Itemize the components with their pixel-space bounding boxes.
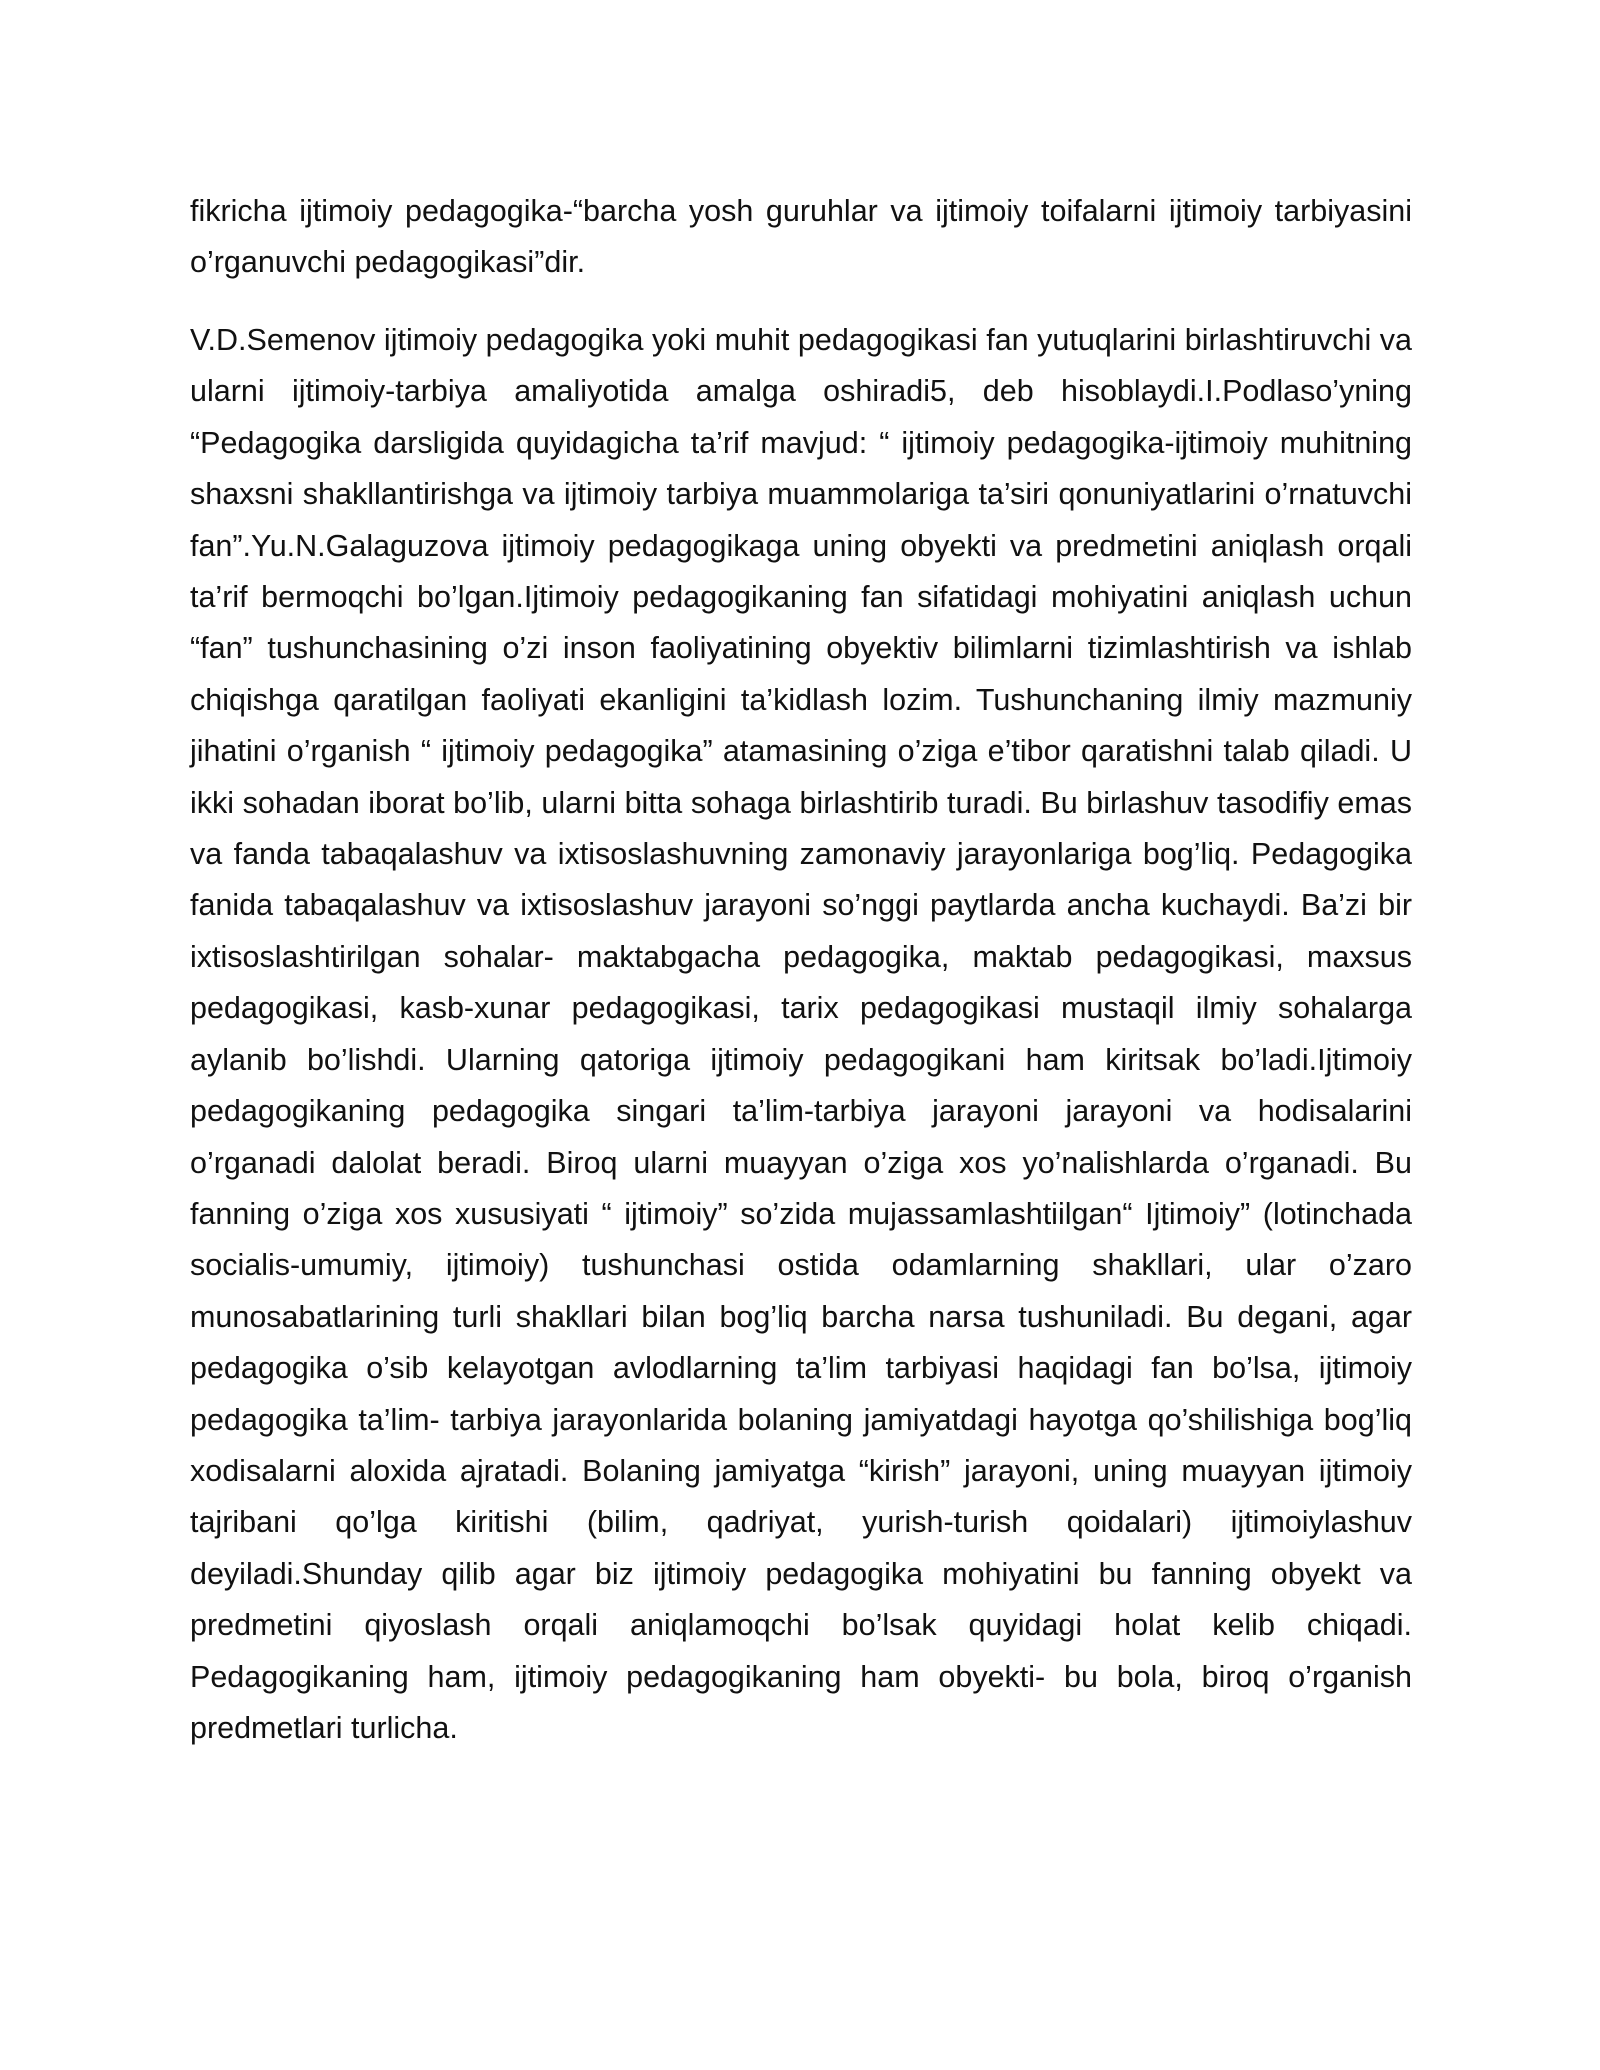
paragraph-1-text: fikricha ijtimoiy pedagogika-“barcha yosh guruhlar va ijtimoiy toifalarni ijtimoiy tarbiyasini o’rganuvchi pedagogikasi”dir.	[190, 194, 1412, 280]
paragraph-2	[190, 315, 1412, 1754]
paragraph-1	[190, 186, 1412, 289]
paragraph-2-text: V.D.Semenov ijtimoiy pedagogika yoki muhit pedagogikasi fan yutuqlarini birlashtiruvchi va ularni ijtimoiy-tarbiya amaliyotida amalga oshiradi5, deb hisoblaydi.I.Podlaso’yning “Pedagogika darsligida quyidagicha ta’rif mavjud: “ ijtimoiy pedagogika-ijtimoiy muhitning shaxsni shakllantirishga va ijtimoiy tarbiya muammolariga ta’siri qonuniyatlarini o’rnatuvchi fan”.Yu.N.Galaguzova ijtimoiy pedagogikaga uning obyekti va predmetini aniqlash orqali ta’rif bermoqchi bo’lgan.Ijtimoiy pedagogikaning fan sifatidagi mohiyatini aniqlash uchun “fan” tushunchasining o’zi inson faoliyatining obyektiv bilimlarni tizimlashtirish va ishlab chiqishga qaratilgan faoliyati ekanligini ta’kidlash lozim. Tushunchaning ilmiy mazmuniy jihatini o’rganish “ ijtimoiy pedagogika” atamasining o’ziga e’tibor qaratishni talab qiladi. U ikki sohadan iborat bo’lib, ularni bitta sohaga birlashtirib turadi. Bu birlashuv tasodifiy emas va fanda tabaqalashuv va ixtisoslashuvning zamonaviy jarayonlariga bog’liq. Pedagogika fanida tabaqalashuv va ixtisoslashuv jarayoni so’nggi paytlarda ancha kuchaydi. Ba’zi bir ixtisoslashtirilgan sohalar- maktabgacha pedagogika, maktab pedagogikasi, maxsus pedagogikasi, kasb-xunar pedagogikasi, tarix pedagogikasi mustaqil ilmiy sohalarga aylanib bo’lishdi. Ularning qatoriga ijtimoiy pedagogikani ham kiritsak bo’ladi.Ijtimoiy pedagogikaning pedagogika singari ta’lim-tarbiya jarayoni jarayoni va hodisalarini o’rganadi dalolat beradi. Biroq ularni muayyan o’ziga xos yo’nalishlarda o’rganadi. Bu fanning o’ziga xos xususiyati “ ijtimoiy” so’zida mujassamlashtiilgan“ Ijtimoiy” (lotinchada socialis-umumiy, ijtimoiy) tushunchasi ostida odamlarning shakllari, ular o’zaro munosabatlarining turli shakllari bilan bog’liq barcha narsa tushuniladi. Bu degani, agar pedagogika o’sib kelayotgan avlodlarning ta’lim tarbiyasi haqidagi fan bo’lsa, ijtimoiy pedagogika ta’lim- tarbiya jarayonlarida bolaning jamiyatdagi hayotga qo’shilishiga bog’liq xodisalarni aloxida ajratadi. Bolaning jamiyatga “kirish” jarayoni, uning muayyan ijtimoiy tajribani qo’lga kiritishi (bilim, qadriyat, yurish-turish qoidalari) ijtimoiylashuv deyiladi.Shunday qilib agar biz ijtimoiy pedagogika mohiyatini bu fanning obyekt va predmetini qiyoslash orqali aniqlamoqchi bo’lsak quyidagi holat kelib chiqadi. Pedagogikaning ham, ijtimoiy pedagogikaning ham obyekti- bu bola, biroq o’rganish predmetlari turlicha.	[190, 323, 1412, 1745]
